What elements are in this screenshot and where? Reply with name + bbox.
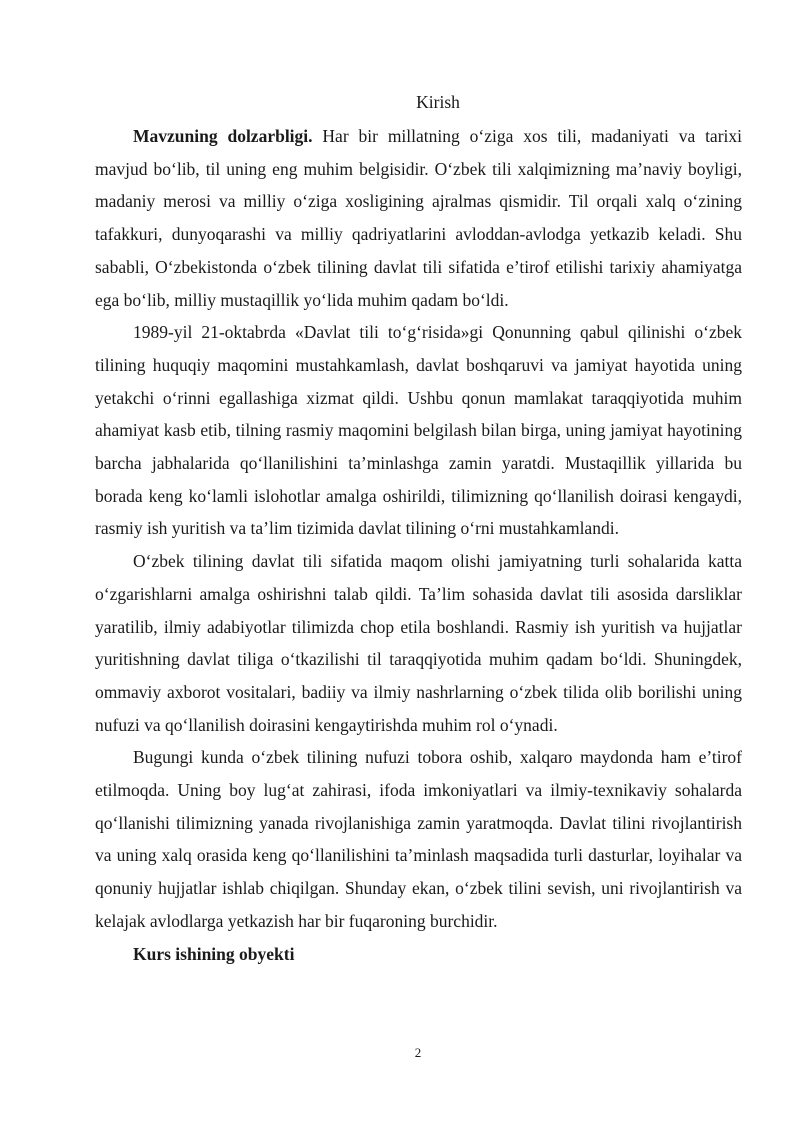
section-heading: Kirish <box>416 92 460 112</box>
paragraph: O‘zbek tilining davlat tili sifatida maqom olishi jamiyatning turli sohalarida katta o‘zgarishlarni amalga oshirishni talab qildi. Ta’lim sohasida davlat tili asosida darsliklar yaratilib, ilmiy adabiyotlar tilimizda chop etila boshlandi. Rasmiy ish yuritish va hujjatlar yuritishning davlat tiliga o‘tkazilishi til taraqqiyotida muhim qadam bo‘ldi. Shuningdek, ommaviy axborot vositalari, badiiy va ilmiy nashrlarning o‘zbek tilida olib borilishi uning nufuzi va qo‘llanilish doirasini kengaytirishda muhim rol o‘ynadi. <box>95 551 742 735</box>
body-text <box>95 120 742 970</box>
relevance-title: Mavzuning dolzarbligi. <box>133 126 313 146</box>
relevance-text: Har bir millatning o‘ziga xos tili, madaniyati va tarixi mavjud bo‘lib, til uning eng muhim belgisidir. O‘zbek tili xalqimizning ma’naviy boyligi, madaniy merosi va milliy o‘ziga xosligining ajralmas qismidir. Til orqali xalq o‘zining tafakkuri, dunyoqarashi va milliy qadriyatlarini avloddan-avlodga yetkazib keladi. Shu sababli, O‘zbekistonda o‘zbek tilining davlat tili sifatida e’tirof etilishi tarixiy ahamiyatga ega bo‘lib, milliy mustaqillik yo‘lida muhim qadam bo‘ldi. <box>95 126 743 310</box>
paragraph: 1989-yil 21-oktabrda «Davlat tili to‘g‘risida»gi Qonunning qabul qilinishi o‘zbek tilining huquqiy maqomini mustahkamlash, davlat boshqaruvi va jamiyat hayotida uning yetakchi o‘rinni egallashiga xizmat qildi. Ushbu qonun mamlakat taraqqiyotida muhim ahamiyat kasb etib, tilning rasmiy maqomini belgilash bilan birga, uning jamiyat hayotining barcha jabhalarida qo‘llanilishini ta’minlashga zamin yaratdi. Mustaqillik yillarida bu borada keng ko‘lamli islohotlar amalga oshirildi, tilimizning qo‘llanilish doirasi kengaydi, rasmiy ish yuritish va ta’lim tizimida davlat tilining o‘rni mustahkamlandi. <box>95 322 742 539</box>
paragraph-object-title <box>95 938 742 971</box>
page-number: 2 <box>414 1045 422 1060</box>
paragraph-relevance <box>95 120 742 316</box>
paragraph: Bugungi kunda o‘zbek tilining nufuzi tobora oshib, xalqaro maydonda ham e’tirof etilmoqda. Uning boy lug‘at zahirasi, ifoda imkoniyatlari va ilmiy-texnikaviy sohalarda qo‘llanishi tilimizning yanada rivojlanishiga zamin yaratmoqda. Davlat tilini rivojlantirish va uning xalq orasida keng qo‘llanilishini ta’minlash maqsadida turli dasturlar, loyihalar va qonuniy hujjatlar ishlab chiqilgan. Shunday ekan, o‘zbek tilini sevish, uni rivojlantirish va kelajak avlodlarga yetkazish har bir fuqaroning burchidir. <box>95 747 742 931</box>
object-title: Kurs ishining obyekti <box>133 943 295 964</box>
